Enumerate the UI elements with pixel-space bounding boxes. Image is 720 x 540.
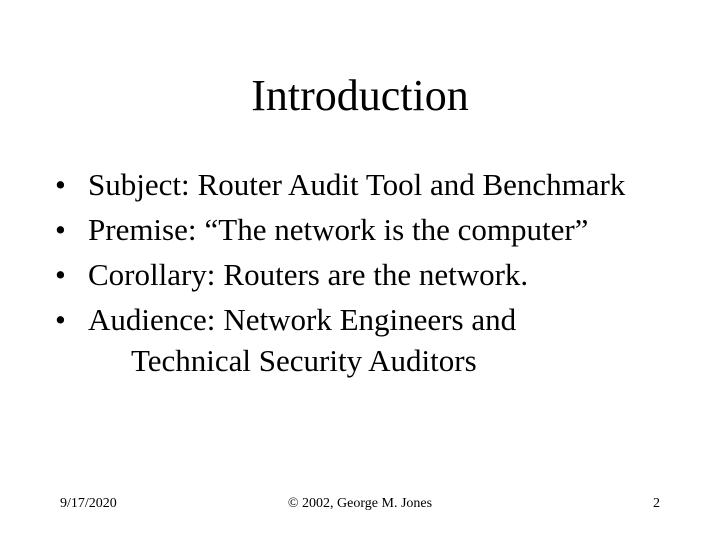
page-number: 2 [653, 496, 660, 511]
bullet-label: Subject: [88, 167, 190, 202]
slide-title: Introduction [251, 71, 469, 120]
bullet-text: “The network is the computer” [204, 212, 589, 247]
bullet-premise [55, 207, 695, 252]
bullet-audience [55, 297, 695, 379]
bullet-label: Premise: [88, 212, 197, 247]
bullet-list [55, 162, 695, 379]
bullet-icon: • [55, 302, 66, 337]
bullet-corollary [55, 252, 695, 297]
bullet-text: Network Engineers and [223, 302, 517, 337]
bullet-text: Router Audit Tool and Benchmark [197, 167, 626, 202]
bullet-icon: • [55, 212, 66, 247]
bullet-text: Routers are the network. [223, 257, 529, 292]
footer-copyright: © 2002, George M. Jones [287, 496, 433, 511]
bullet-subject [55, 162, 695, 207]
bullet-icon: • [55, 167, 66, 202]
bullet-icon: • [55, 257, 66, 292]
bullet-label: Corollary: [88, 257, 216, 292]
bullet-label: Audience: [88, 302, 216, 337]
footer-date: 9/17/2020 [60, 496, 117, 511]
bullet-continuation: Technical Security Auditors [131, 343, 477, 378]
